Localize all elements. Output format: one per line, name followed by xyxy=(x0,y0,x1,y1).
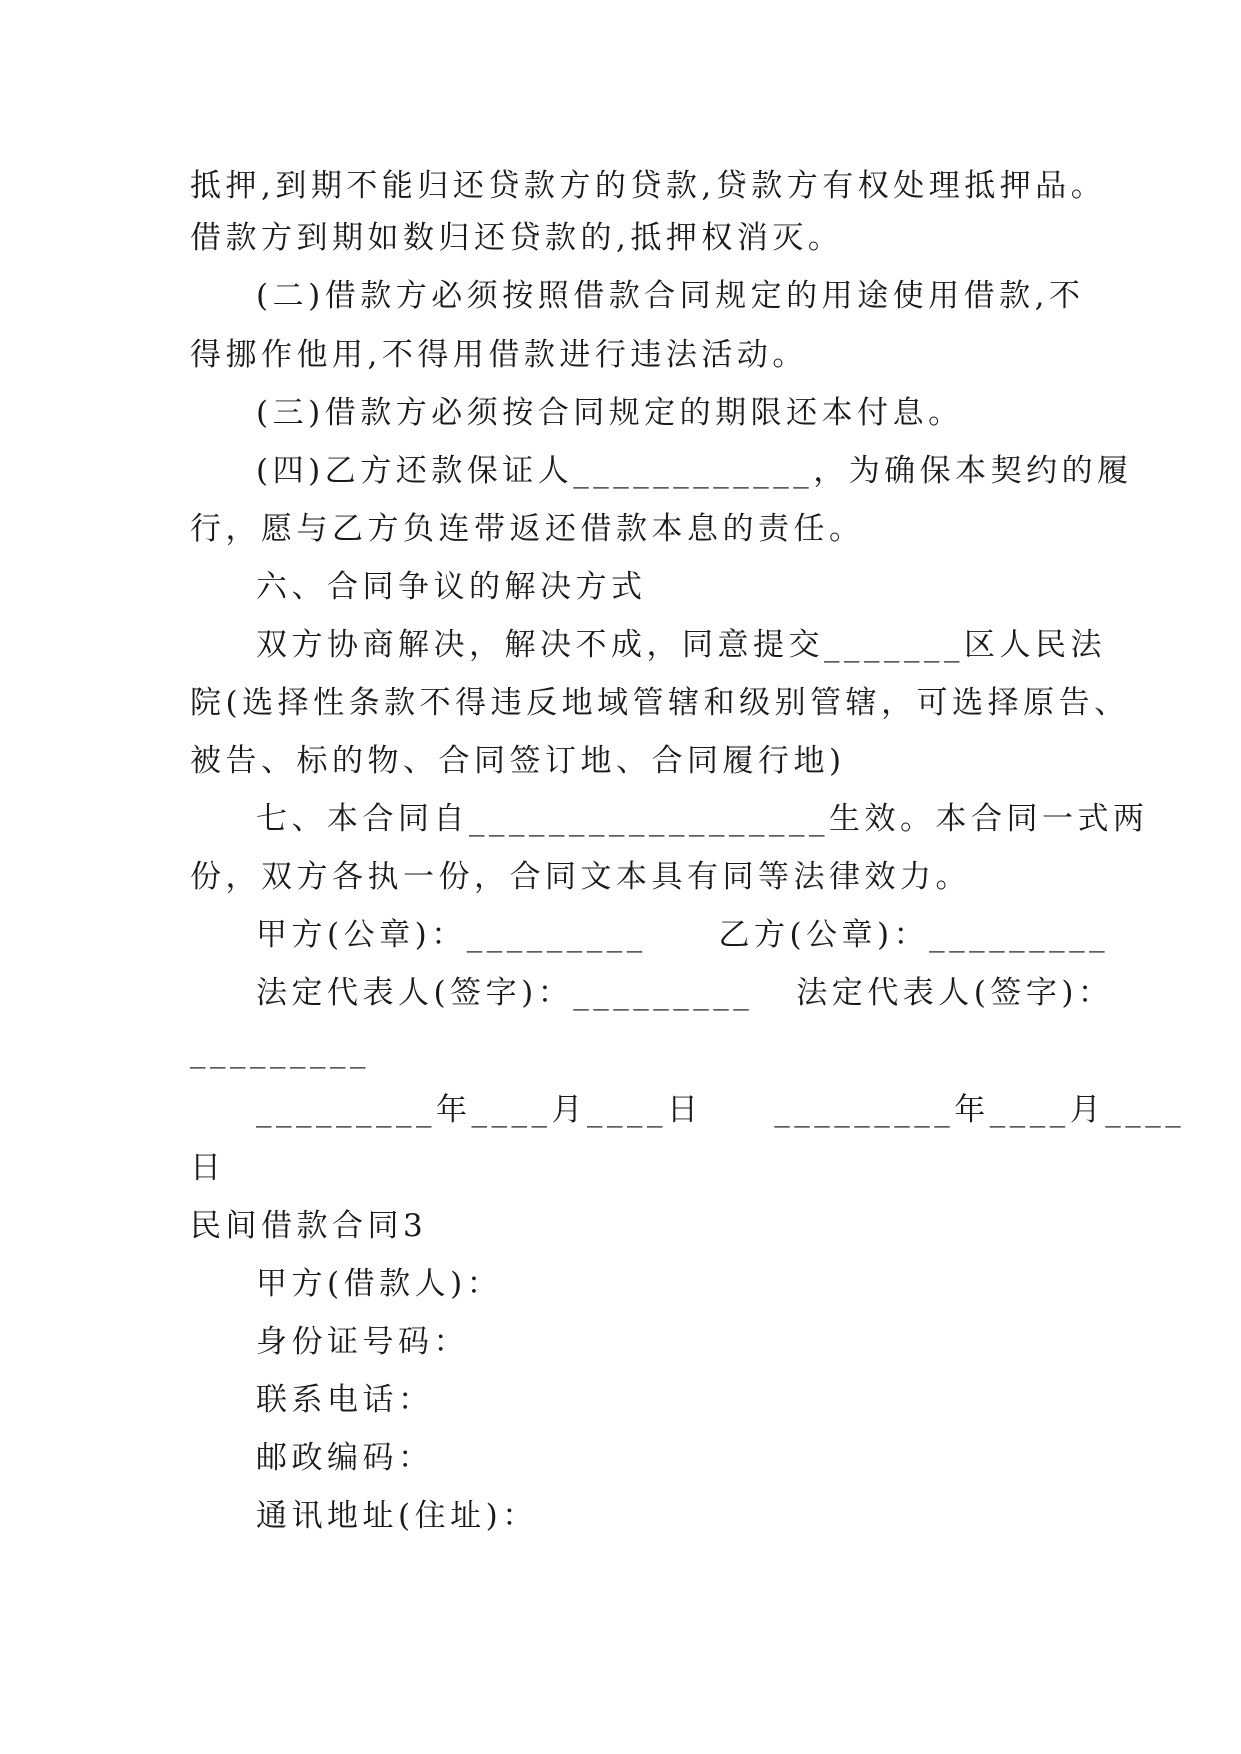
text-line: 被告、标的物、合同签订地、合同履行地) xyxy=(190,743,846,779)
text-line: 得挪作他用,不得用借款进行违法活动。 xyxy=(190,337,808,373)
text-line: 日 xyxy=(190,1150,226,1186)
field-label: 通讯地址(住址)： xyxy=(256,1498,538,1534)
text-line: 份，双方各执一份，合同文本具有同等法律效力。 xyxy=(190,859,971,895)
field-label: 邮政编码： xyxy=(256,1440,434,1476)
dispute-line: 双方协商解决，解决不成，同意提交_______区人民法 xyxy=(256,627,1106,663)
date-line: _________年____月____日 _________年____月____ xyxy=(256,1092,1186,1128)
section-heading: 六、合同争议的解决方式 xyxy=(256,569,647,605)
effective-line: 七、本合同自__________________生效。本合同一式两 xyxy=(256,801,1149,837)
field-label: 身份证号码： xyxy=(256,1324,469,1360)
clause-2-line: (二)借款方必须按照借款合同规定的用途使用借款,不 xyxy=(256,278,1085,314)
text-line: 行，愿与乙方负连带返还借款本息的责任。 xyxy=(190,511,865,547)
field-label: 甲方(借款人)： xyxy=(256,1266,503,1302)
clause-3-line: (三)借款方必须按合同规定的期限还本付息。 xyxy=(256,395,964,431)
field-label: 联系电话： xyxy=(256,1382,434,1418)
signature-blank: _________ xyxy=(190,1033,370,1069)
signature-line: 法定代表人(签字)：_________ 法定代表人(签字)： xyxy=(256,975,1114,1011)
text-line: 抵押,到期不能归还贷款方的贷款,贷款方有权处理抵押品。 xyxy=(190,168,1107,204)
document-title: 民间借款合同3 xyxy=(190,1208,428,1244)
clause-4-line: (四)乙方还款保证人____________，为确保本契约的履 xyxy=(256,453,1133,489)
text-line: 借款方到期如数归还贷款的,抵押权消灭。 xyxy=(190,220,844,256)
text-line: 院(选择性条款不得违反地域管辖和级别管辖，可选择原告、 xyxy=(190,685,1130,721)
seal-line: 甲方(公章)：_________ 乙方(公章)：_________ xyxy=(256,917,1110,953)
